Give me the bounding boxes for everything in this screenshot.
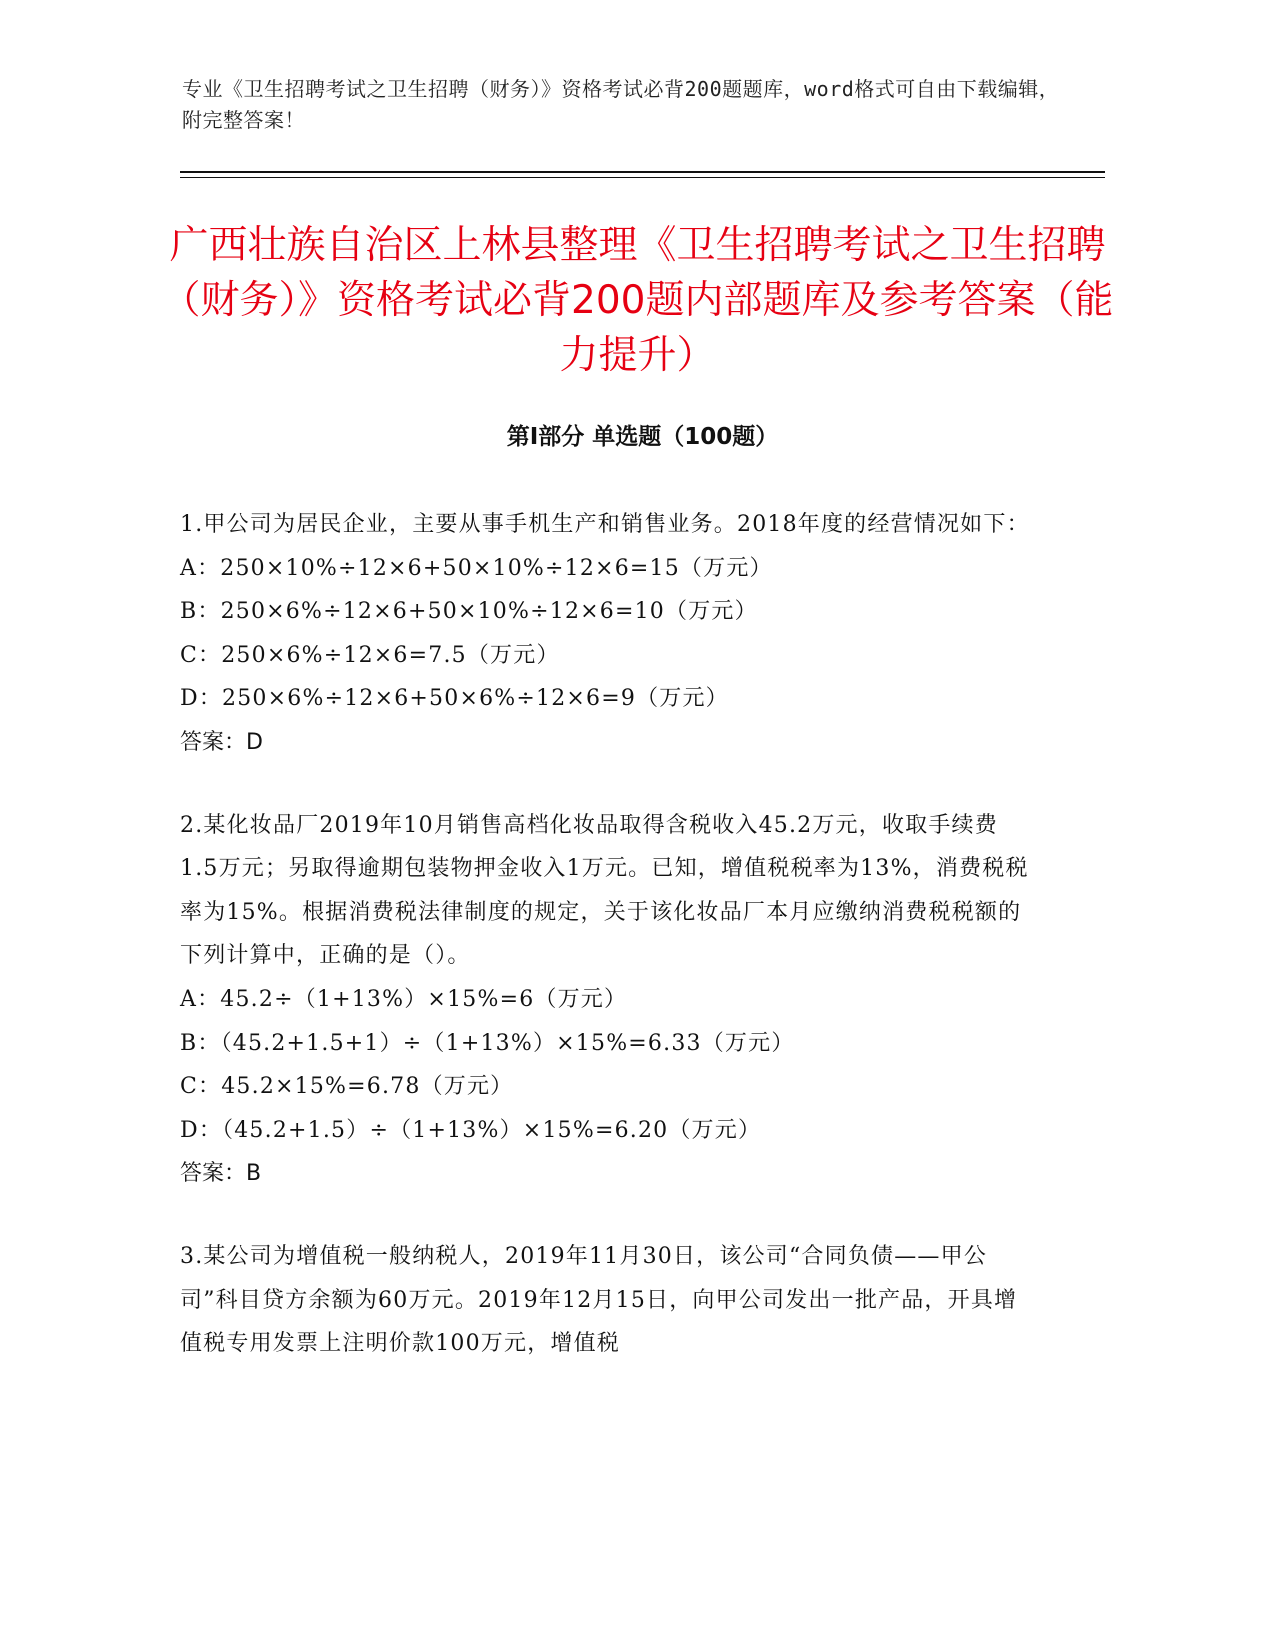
- question-1: [180, 503, 1035, 765]
- document-title: 广西壮族自治区上林县整理《卫生招聘考试之卫生招聘（财务）》资格考试必背200题内部题库及参考答案（能力提升）: [161, 223, 1114, 378]
- header-divider-thick: [180, 171, 1105, 173]
- answer-label: 答案：D: [180, 729, 263, 755]
- header-divider-thin: [180, 177, 1105, 178]
- option-d: D：（45.2+1.5）÷（1+13%）×15%=6.20（万元）: [180, 1117, 762, 1143]
- question-stem: 3.某公司为增值税一般纳税人，2019年11月30日，该公司“合同负债——甲公司”科目贷方余额为60万元。2019年12月15日，向甲公司发出一批产品，开具增值税专用发票上注明价款100万元，增值税: [180, 1243, 1018, 1357]
- option-a: A：45.2÷（1+13%）×15%=6（万元）: [180, 986, 628, 1012]
- section-heading: 第I部分 单选题（100题）: [506, 424, 779, 450]
- option-b: B：250×6%÷12×6+50×10%÷12×6=10（万元）: [180, 599, 758, 625]
- question-2: [180, 804, 1035, 1196]
- option-c: C：250×6%÷12×6=7.5（万元）: [180, 642, 560, 668]
- question-3: [180, 1235, 1035, 1366]
- question-stem: 1.甲公司为居民企业，主要从事手机生产和销售业务。2018年度的经营情况如下：: [180, 512, 1030, 537]
- question-stem: 2.某化妆品厂2019年10月销售高档化妆品取得含税收入45.2万元，收取手续费1.5万元；另取得逾期包装物押金收入1万元。已知，增值税税率为13%，消费税税率为15%。根据消费税法律制度的规定，关于该化妆品厂本月应缴纳消费税税额的下列计算中，正确的是（）。: [180, 812, 1029, 969]
- option-d: D：250×6%÷12×6+50×6%÷12×6=9（万元）: [180, 686, 729, 712]
- option-a: A：250×10%÷12×6+50×10%÷12×6=15（万元）: [180, 555, 773, 581]
- answer-label: 答案：B: [180, 1161, 262, 1187]
- option-c: C：45.2×15%=6.78（万元）: [180, 1074, 514, 1100]
- option-b: B：（45.2+1.5+1）÷（1+13%）×15%=6.33（万元）: [180, 1030, 795, 1056]
- header-note: 专业《卫生招聘考试之卫生招聘（财务）》资格考试必背200题题库，word格式可自由下载编辑，附完整答案！: [182, 77, 1060, 132]
- question-list: [180, 503, 1035, 1405]
